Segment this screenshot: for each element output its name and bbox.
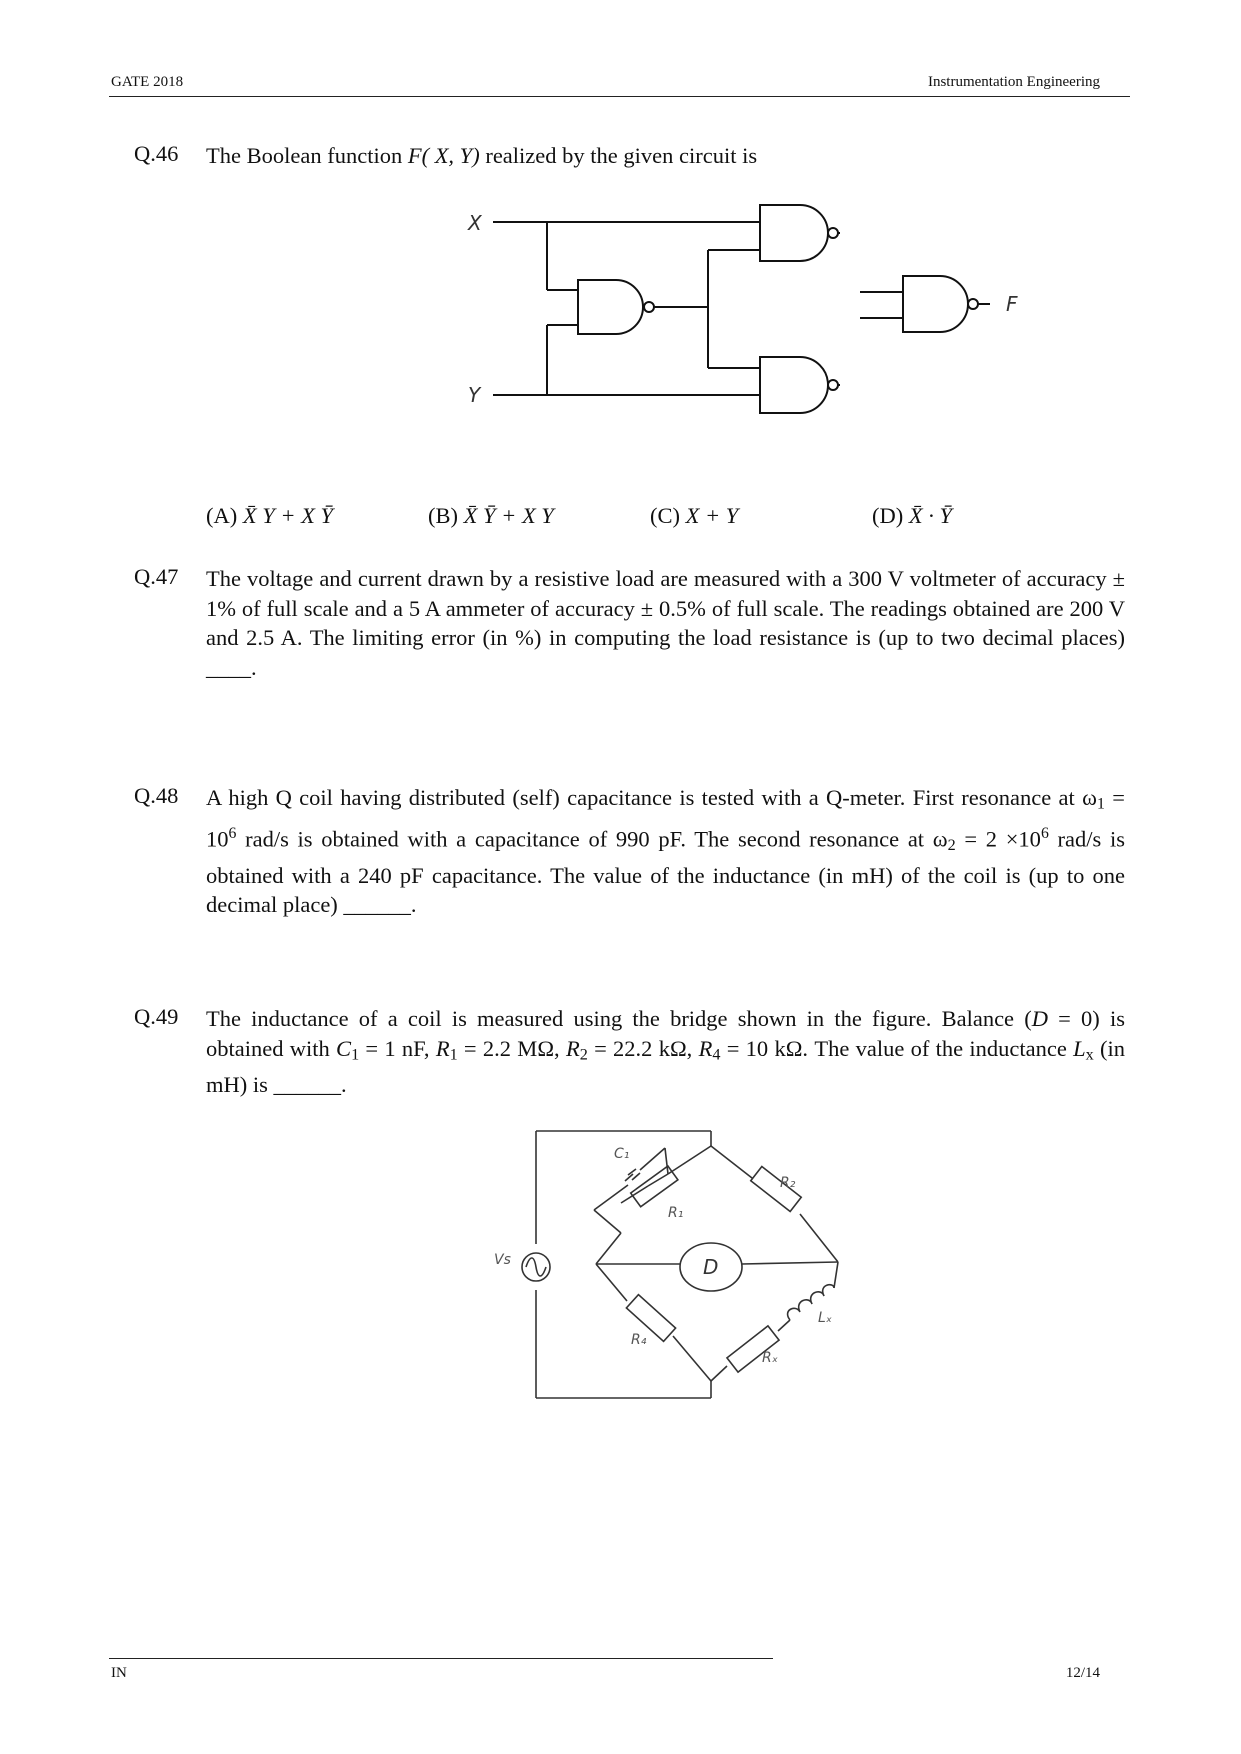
q46-option-b: (B) X̄ Ȳ + X Y xyxy=(428,503,554,528)
q49-label-vs: Vs xyxy=(494,1252,511,1268)
q46-number: Q.46 xyxy=(134,141,179,166)
q49-label-c1: C₁ xyxy=(614,1146,630,1162)
footer-paper-code: IN xyxy=(111,1665,127,1681)
q46-label-f: F xyxy=(1006,292,1018,316)
q48-number: Q.48 xyxy=(134,783,179,808)
header-rule xyxy=(109,96,1130,97)
q46-text: The Boolean function F( X, Y) realized by the given circuit is xyxy=(206,143,758,168)
q49-label-r4: R₄ xyxy=(631,1332,647,1348)
footer-page-number: 12/14 xyxy=(1065,1665,1100,1681)
q46-output-gate xyxy=(860,270,1030,340)
q49-label-rx: Rₓ xyxy=(762,1350,778,1366)
q46-input-labels xyxy=(460,205,500,405)
q49-label-lx: Lₓ xyxy=(818,1310,833,1326)
q49-number: Q.49 xyxy=(134,1004,179,1029)
q49-label-r1: R₁ xyxy=(668,1205,684,1221)
q46-option-c: (C) X + Y xyxy=(650,503,739,528)
header-exam: GATE 2018 xyxy=(111,74,184,90)
q48-text: A high Q coil having distributed (self) capacitance is tested with a Q-meter. First resonance at $\omega_1 = 10^6$ rad/s is obtained with a capacitance of 990 pF. The second resonance at $\omega_2 = 2 \times 10^6$ rad/s is obtained with a 240 pF capacitance. The value of the inductance (in mH) of the coil is (up to one decimal place) ______. xyxy=(206,785,1125,918)
header-subject: Instrumentation Engineering xyxy=(927,74,1100,90)
q46-label-x: X xyxy=(468,211,482,235)
q49-label-r2: R₂ xyxy=(780,1175,796,1191)
q46-logic-circuit xyxy=(440,190,840,420)
q46-option-d: (D) X̄ · Ȳ xyxy=(872,503,952,528)
q46-label-y: Y xyxy=(468,383,481,405)
q49-bridge-circuit xyxy=(470,1120,860,1420)
q46-option-a: (A) X̄ Y + X Ȳ xyxy=(206,503,334,528)
footer-rule xyxy=(109,1658,773,1659)
q47-number: Q.47 xyxy=(134,564,179,589)
q47-text: The voltage and current drawn by a resistive load are measured with a 300 V voltmeter of accuracy ± 1% of full scale and a 5 A ammeter of accuracy ± 0.5% of full scale. The readings obtained are 200 V and 2.5 A. The limiting error (in %) in computing the load resistance is (up to two decimal places) ____. xyxy=(206,566,1125,680)
q49-text: The inductance of a coil is measured using the bridge shown in the figure. Balance (D = 0) is obtained with $C_1 = 1$ nF, $R_1 = 2.2$ MΩ, $R_2 = 22.2$ kΩ, $R_4 = 10$ kΩ. The value of the inductance $L_x$ (in mH) is ______. xyxy=(206,1006,1126,1097)
q49-label-d: D xyxy=(703,1255,719,1279)
